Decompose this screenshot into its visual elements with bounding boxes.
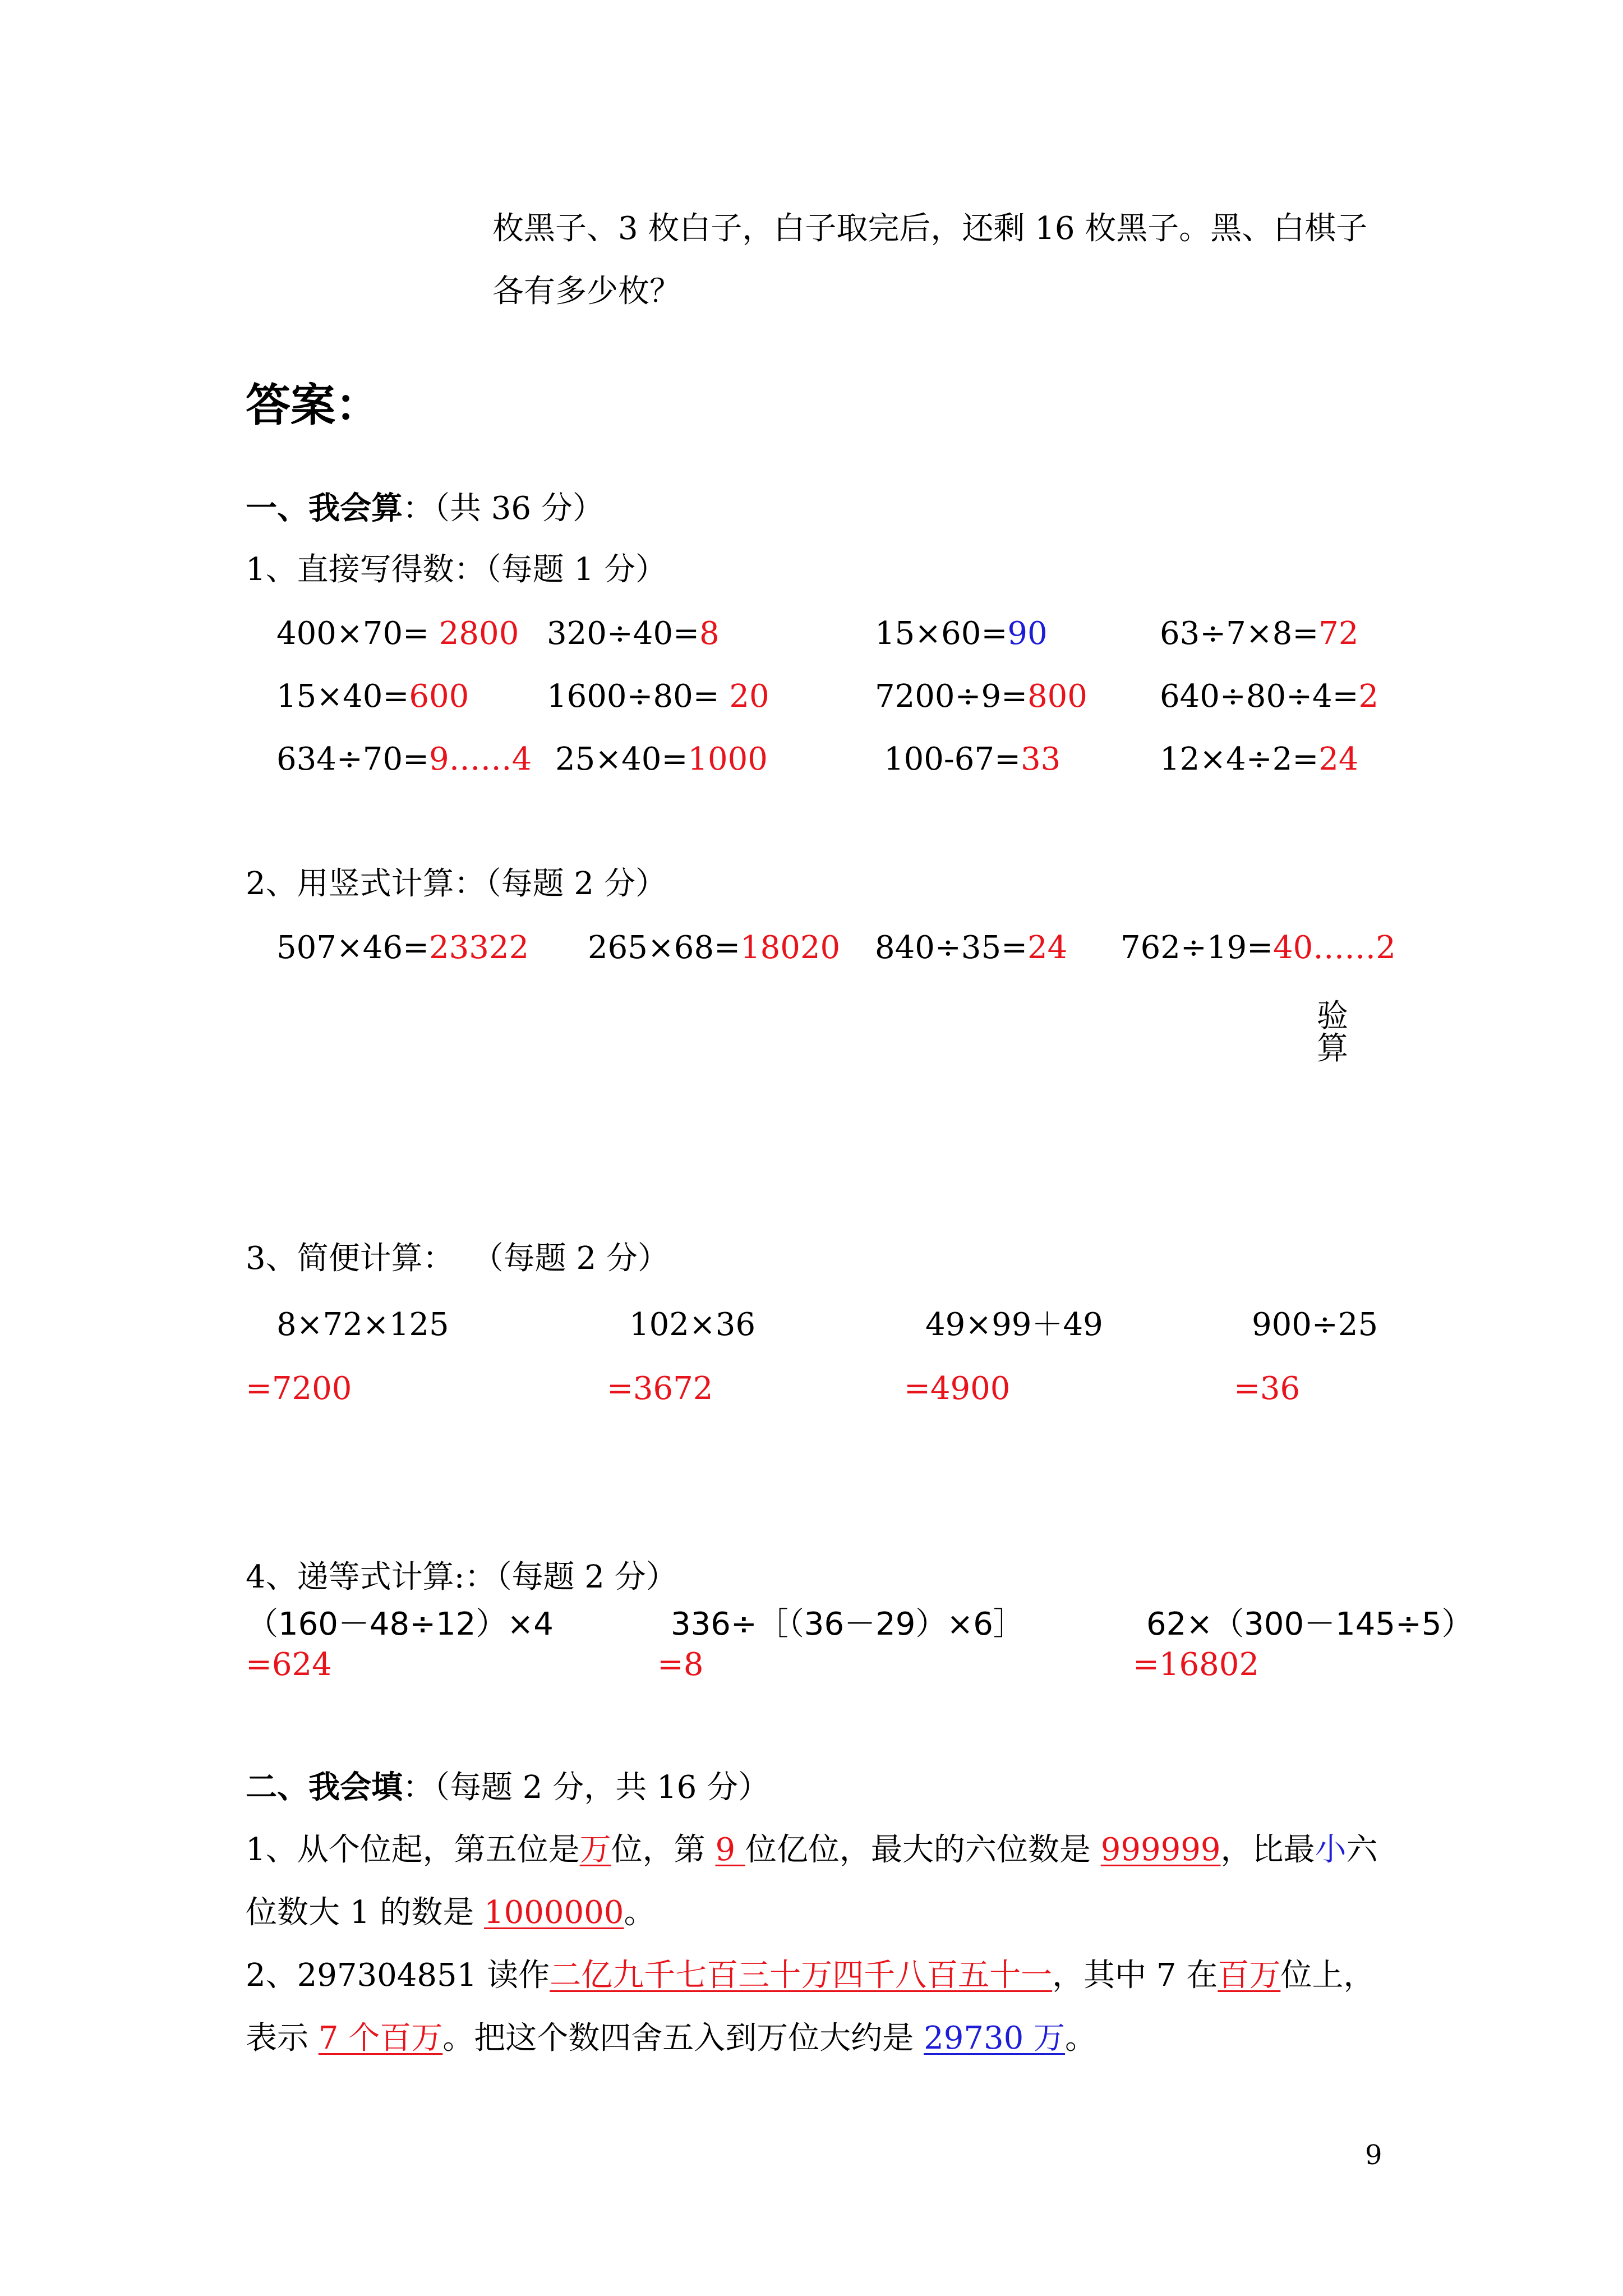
calc-item: 634÷70=9……4 xyxy=(276,741,532,777)
fill-answer: 29730 万 xyxy=(924,2020,1066,2056)
calc-item: 100-67=33 xyxy=(884,741,1061,777)
calc-answer: =624 xyxy=(246,1646,332,1683)
section-title xyxy=(246,488,604,529)
question-title: 3、简便计算： （每题 2 分） xyxy=(246,1240,669,1277)
calc-answer: =16802 xyxy=(1133,1646,1260,1683)
calc-expr: 49×99＋49 xyxy=(925,1306,1103,1343)
calc-item: 840÷35=24 xyxy=(875,930,1068,966)
calc-item: 762÷19=40……2 xyxy=(1121,930,1396,966)
calc-answer: =3672 xyxy=(607,1370,713,1407)
section-title-rest: ：（共 36 分） xyxy=(403,490,604,527)
section-title: 二、我会填：（每题 2 分，共 16 分） xyxy=(246,1769,770,1806)
fill-line: 位数大 1 的数是 1000000。 xyxy=(246,1894,656,1931)
question-title: 2、用竖式计算：（每题 2 分） xyxy=(246,866,667,902)
fill-answer: 9 xyxy=(715,1832,745,1868)
calc-item: 640÷80÷4=2 xyxy=(1160,678,1379,715)
fill-answer: 7 个百万 xyxy=(318,2020,443,2056)
calc-expr: 8×72×125 xyxy=(276,1306,449,1343)
fill-line: 表示 7 个百万。把这个数四舍五入到万位大约是 29730 万。 xyxy=(246,2020,1097,2056)
calc-answer: =36 xyxy=(1234,1370,1301,1407)
paragraph-line: 各有多少枚？ xyxy=(492,273,681,310)
fill-answer: 百万 xyxy=(1218,1957,1281,1994)
fill-answer: 1000000 xyxy=(484,1894,624,1931)
check-label: 算 xyxy=(1317,1030,1348,1067)
calc-item: 400×70= 2800 xyxy=(276,615,519,652)
calc-item: 7200÷9=800 xyxy=(875,678,1087,715)
page-number: 9 xyxy=(1365,2139,1382,2171)
calc-item: 1600÷80= 20 xyxy=(547,678,769,715)
fill-line: 1、从个位起，第五位是万位，第 9 位亿位，最大的六位数是 999999，比最小六 xyxy=(246,1832,1378,1868)
calc-expr: 336÷［（36－29）×6］ xyxy=(671,1606,1025,1642)
calc-item: 12×4÷2=24 xyxy=(1160,741,1359,777)
paragraph-line: 枚黑子、3 枚白子，白子取完后，还剩 16 枚黑子。黑、白棋子 xyxy=(492,210,1368,247)
calc-expr: （160－48÷12）×4 xyxy=(247,1606,554,1642)
calc-item: 15×40=600 xyxy=(276,678,469,715)
calc-expr: 900÷25 xyxy=(1252,1306,1378,1343)
calc-expr: 102×36 xyxy=(629,1306,756,1343)
calc-item: 15×60=90 xyxy=(875,615,1048,652)
calc-expr: 62×（300－145÷5） xyxy=(1146,1606,1473,1642)
calc-answer: =8 xyxy=(657,1646,704,1683)
fill-line: 2、297304851 读作二亿九千七百三十万四千八百五十一，其中 7 在百万位上， xyxy=(246,1957,1375,1994)
calc-answer: =7200 xyxy=(246,1370,352,1407)
question-title: 1、直接写得数：（每题 1 分） xyxy=(246,551,667,588)
fill-answer: 万 xyxy=(579,1832,611,1868)
calc-item: 265×68=18020 xyxy=(588,930,841,966)
calc-answer: =4900 xyxy=(904,1370,1011,1407)
question-title: 4、递等式计算:：（每题 2 分） xyxy=(246,1559,677,1595)
calc-item: 25×40=1000 xyxy=(555,741,768,777)
fill-answer: 二亿九千七百三十万四千八百五十一 xyxy=(550,1957,1053,1994)
calc-item: 63÷7×8=72 xyxy=(1160,615,1359,652)
fill-answer: 999999 xyxy=(1100,1832,1221,1868)
check-label: 验 xyxy=(1317,998,1348,1034)
answer-heading: 答案： xyxy=(246,379,380,431)
section-title-bold: 一、我会算 xyxy=(246,490,403,527)
calc-item: 320÷40=8 xyxy=(547,615,720,652)
calc-item: 507×46=23322 xyxy=(276,930,529,966)
